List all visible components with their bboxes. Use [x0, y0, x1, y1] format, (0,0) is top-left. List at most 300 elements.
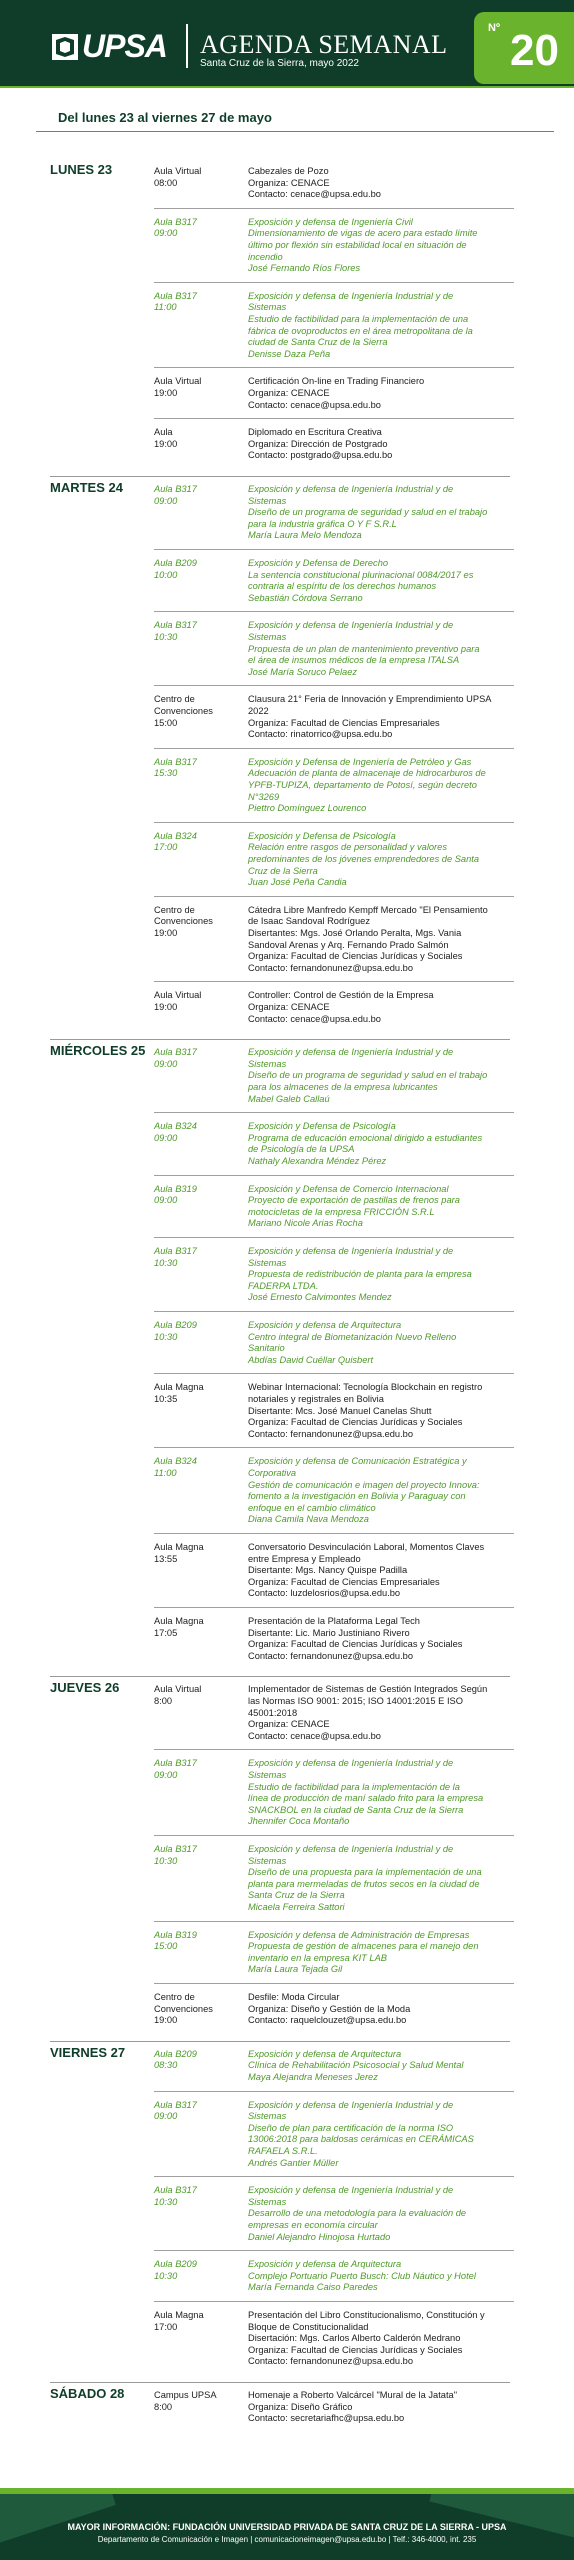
agenda-event	[154, 1184, 514, 1230]
agenda-event	[154, 694, 514, 740]
event-detail-line: Exposición y defensa de Ingeniería Industrial y de	[248, 1246, 454, 1256]
event-detail-line[interactable]: Contacto: cenace@upsa.edu.bo	[248, 1730, 381, 1741]
event-detail-line: Exposición y defensa de Ingeniería Industrial y de	[248, 484, 454, 494]
event-detail-line: Organiza: CENACE	[248, 1719, 330, 1730]
agenda-event	[154, 217, 514, 275]
event-detail-line: Estudio de factibilidad para la implementación de una	[248, 313, 469, 324]
event-details	[248, 558, 514, 604]
event-details	[248, 376, 514, 411]
event-location-time	[154, 2259, 246, 2282]
event-details	[248, 2310, 514, 2368]
event-location-line: 10:35	[154, 1393, 178, 1404]
event-divider	[154, 2091, 514, 2092]
event-details	[248, 1844, 514, 1914]
event-detail-line: de Psicología de la UPSA	[248, 1144, 355, 1155]
event-detail-line: entre Empresa y Empleado	[248, 1553, 361, 1564]
event-details	[248, 1047, 514, 1105]
event-detail-line: Exposición y defensa de Administración de Empresas	[248, 1929, 470, 1940]
event-detail-line: para la industria gráfica O Y F S.R.L	[248, 518, 397, 529]
event-detail-line: Gestión de comunicación e imagen del proyecto Innova:	[248, 1479, 480, 1490]
event-detail-line: Exposición y defensa de Ingeniería Industrial y de	[248, 620, 454, 631]
event-details	[248, 166, 514, 201]
day-heading: VIERNES 27	[50, 2044, 126, 2060]
event-details	[248, 620, 514, 678]
event-detail-line: contraria al espíritu de los derechos humanos	[248, 581, 437, 592]
event-detail-line: planta para mermeladas de frutos secos en la ciudad de	[248, 1878, 480, 1889]
event-detail-line: Nathaly Alexandra Méndez Pérez	[248, 1155, 387, 1166]
event-details	[248, 1456, 514, 1526]
agenda-event	[154, 1047, 514, 1105]
event-detail-line: Sistemas	[248, 495, 287, 506]
event-location-time	[154, 1382, 246, 1405]
agenda-event	[154, 1121, 514, 1167]
event-detail-line: RAFAELA S.R.L.	[248, 2145, 318, 2156]
event-detail-line: Exposición y defensa de Ingeniería Industrial y de	[248, 1758, 454, 1769]
date-range: Del lunes 23 al viernes 27 de mayo	[58, 110, 272, 125]
event-detail-line: Organiza: Facultad de Ciencias Jurídicas y Sociales	[248, 2344, 463, 2355]
event-details	[248, 217, 514, 275]
event-detail-line: Sistemas	[248, 1769, 287, 1780]
event-detail-line: Propuesta de redistribución de planta para la empresa	[248, 1269, 472, 1280]
event-location-line: 15:00	[154, 717, 178, 728]
event-detail-line: el área de insumos médicos de la empresa ITALSA	[248, 655, 460, 666]
event-location-line: Aula B317	[154, 1047, 197, 1058]
event-location-line: 09:00	[154, 1058, 178, 1069]
event-details	[248, 757, 514, 815]
event-detail-line: Presentación de la Plataforma Legal Tech	[248, 1616, 420, 1626]
event-detail-line: Disertantes: Mgs. José Orlando Peralta, Mgs. Vania	[248, 927, 462, 938]
event-detail-line: las Normas ISO 9001: 2015; ISO 14001:2015 E ISO	[248, 1695, 463, 1706]
header-accent-line	[0, 86, 574, 88]
event-location-time	[154, 1121, 246, 1144]
event-location-line: 09:00	[154, 228, 178, 239]
event-details	[248, 1992, 514, 2027]
event-detail-line: Exposición y defensa de Arquitectura	[248, 2048, 402, 2059]
event-detail-line: Certificación On-line en Trading Financiero	[248, 376, 425, 387]
agenda-event	[154, 2390, 514, 2425]
event-location-line: Aula Virtual	[154, 376, 202, 387]
event-detail-line: Exposición y defensa de Ingeniería Industrial y de	[248, 290, 454, 301]
agenda-event	[154, 1684, 514, 1742]
event-location-time	[154, 1542, 246, 1565]
event-detail-line: predominantes de los jóvenes emprendedores de Santa	[248, 853, 480, 864]
event-detail-line: José María Soruco Pelaez	[248, 666, 358, 677]
event-location-line: 08:00	[154, 177, 178, 188]
event-detail-line: Cátedra Libre Manfredo Kempff Mercado "El Pensamiento	[248, 904, 488, 915]
event-detail-line: Proyecto de exportación de pastillas de frenos para	[248, 1195, 460, 1206]
event-location-line: 19:00	[154, 387, 178, 398]
agenda-event	[154, 2310, 514, 2368]
event-divider	[154, 367, 514, 368]
event-location-line: 8:00	[154, 2401, 173, 2412]
event-divider	[154, 2301, 514, 2302]
agenda-event	[154, 1320, 514, 1366]
day-heading: MARTES 24	[50, 480, 123, 495]
event-divider	[154, 2250, 514, 2251]
event-detail-line: Organiza: Diseño Gráfico	[248, 2401, 353, 2412]
logo-text: UPSA	[82, 28, 167, 64]
event-detail-line[interactable]: Contacto: secretariafhc@upsa.edu.bo	[248, 2413, 405, 2424]
event-location-time	[154, 291, 246, 314]
event-detail-line: 45001:2018	[248, 1707, 298, 1718]
event-location-line: Aula B324	[154, 830, 197, 841]
event-detail-line[interactable]: Contacto: fernandonunez@upsa.edu.bo	[248, 962, 414, 973]
event-detail-line: inventario en la empresa KIT LAB	[248, 1952, 388, 1963]
event-location-line: 10:00	[154, 569, 178, 580]
event-details	[248, 2100, 514, 2170]
event-location-time	[154, 1758, 246, 1781]
agenda-event	[154, 1616, 514, 1662]
event-location-line: Aula B317	[154, 1246, 197, 1256]
event-details	[248, 831, 514, 889]
event-detail-line: Diana Camila Nava Mendoza	[248, 1514, 369, 1525]
event-detail-line: empresas en economía circular	[248, 2219, 378, 2230]
event-detail-line: Exposición y Defensa de Psicología	[248, 830, 396, 841]
day-heading: JUEVES 26	[50, 1680, 120, 1696]
event-detail-line: Centro integral de Biometanización Nuevo Relleno	[248, 1331, 457, 1342]
agenda-event	[154, 2100, 514, 2170]
event-detail-line[interactable]: Contacto: postgrado@upsa.edu.bo	[248, 450, 393, 461]
event-detail-line: Sistemas	[248, 1058, 287, 1069]
event-location-line: Aula B317	[154, 756, 197, 767]
event-detail-line: Disertante: Mgs. Nancy Quispe Padilla	[248, 1565, 408, 1576]
event-location-time	[154, 1930, 246, 1953]
event-location-time	[154, 2100, 246, 2123]
event-detail-line: Sanitario	[248, 1343, 285, 1354]
event-location-line: 08:30	[154, 2060, 178, 2071]
agenda-event	[154, 2259, 514, 2294]
event-location-line: 17:00	[154, 2321, 178, 2332]
event-detail-line: Exposición y defensa de Ingeniería Industrial y de	[248, 1844, 454, 1854]
agenda-event	[154, 427, 514, 462]
day-divider	[50, 1676, 510, 1677]
event-location-line: Aula B317	[154, 216, 197, 227]
event-location-line: Aula B317	[154, 290, 197, 301]
event-detail-line: incendio	[248, 251, 283, 262]
event-detail-line: Clausura 21° Feria de Innovación y Emprendimiento UPSA	[248, 694, 492, 705]
issue-number-badge	[474, 12, 574, 84]
event-detail-line: Exposición y defensa de Arquitectura	[248, 2259, 402, 2270]
agenda-event	[154, 2049, 514, 2084]
event-divider	[154, 2176, 514, 2177]
event-details	[248, 694, 514, 740]
event-location-time	[154, 1684, 246, 1707]
event-detail-line: Sistemas	[248, 302, 287, 313]
event-detail-line: Sistemas	[248, 1855, 287, 1866]
event-detail-line: FADERPA LTDA.	[248, 1280, 319, 1291]
day-divider	[50, 2382, 510, 2383]
event-detail-line: Diseño de una propuesta para la implementación de una	[248, 1867, 482, 1878]
event-details	[248, 1320, 514, 1366]
event-detail-line: Homenaje a Roberto Valcárcel "Mural de la Jatata"	[248, 2390, 457, 2400]
event-location-line: 10:30	[154, 2196, 178, 2207]
event-divider	[154, 822, 514, 823]
event-divider	[154, 1311, 514, 1312]
event-detail-line: Organiza: Facultad de Ciencias Empresariales	[248, 1576, 440, 1587]
event-divider	[154, 1835, 514, 1836]
event-details	[248, 1184, 514, 1230]
event-location-line: 09:00	[154, 2111, 178, 2122]
event-detail-line[interactable]: Contacto: fernandonunez@upsa.edu.bo	[248, 2356, 414, 2367]
agenda-event	[154, 1758, 514, 1828]
event-divider	[154, 1533, 514, 1534]
event-details	[248, 2259, 514, 2294]
event-detail-line: Daniel Alejandro Hinojosa Hurtado	[248, 2231, 391, 2242]
event-detail-line: Andrés Gantier Müller	[248, 2157, 339, 2168]
event-detail-line: Implementador de Sistemas de Gestión Integrados Según	[248, 1684, 488, 1695]
event-detail-line: N°3269	[248, 791, 280, 802]
event-detail-line: Organiza: Diseño y Gestión de la Moda	[248, 2003, 411, 2014]
event-location-time	[154, 2390, 246, 2413]
event-detail-line: Organiza: CENACE	[248, 177, 330, 188]
event-location-line: Convenciones	[154, 705, 213, 716]
event-detail-line: 13006:2018 para baldosas cerámicas en CERÁMICAS	[248, 2134, 474, 2145]
footer	[0, 2488, 574, 2560]
event-location-line: 09:00	[154, 495, 178, 506]
event-location-line: Aula Magna	[154, 1616, 204, 1626]
event-detail-line[interactable]: Contacto: cenace@upsa.edu.bo	[248, 399, 381, 410]
event-location-line: 19:00	[154, 438, 178, 449]
event-details	[248, 2049, 514, 2084]
event-detail-line: Bloque de Constitucionalidad	[248, 2321, 369, 2332]
event-detail-line[interactable]: Contacto: fernandonunez@upsa.edu.bo	[248, 1428, 414, 1439]
agenda-event	[154, 1992, 514, 2027]
event-location-line: 13:55	[154, 1553, 178, 1564]
footer-contact: Departamento de Comunicación e Imagen | comunicacioneimagen@upsa.edu.bo | Telf.: 346-4000, int. 235	[97, 2535, 477, 2544]
event-location-line: 19:00	[154, 927, 178, 938]
event-detail-line: Disertación: Mgs. Carlos Alberto Calderón Medrano	[248, 2333, 461, 2344]
event-location-time	[154, 376, 246, 399]
event-detail-line: Exposición y Defensa de Psicología	[248, 1121, 396, 1132]
event-location-time	[154, 217, 246, 240]
event-detail-line: motocicletas de la empresa FRICCIÓN S.R.L	[248, 1206, 435, 1217]
event-location-time	[154, 694, 246, 729]
event-location-line: 09:00	[154, 1132, 178, 1143]
event-location-line: 17:00	[154, 842, 178, 853]
event-detail-line: María Fernanda Caiso Paredes	[248, 2282, 378, 2293]
event-detail-line: Exposición y Defensa de Ingeniería de Petróleo y Gas	[248, 756, 472, 767]
event-detail-line: para los almacenes de la empresa lubricantes	[248, 1081, 438, 1092]
event-location-line: 10:30	[154, 1257, 178, 1268]
event-detail-line: Complejo Portuario Puerto Busch: Club Náutico y Hotel	[248, 2270, 476, 2281]
event-details	[248, 1121, 514, 1167]
event-detail-line: línea de producción de maní salado frito para la empresa	[248, 1793, 484, 1804]
event-details	[248, 1382, 514, 1440]
event-location-time	[154, 1616, 246, 1639]
event-location-line: 19:00	[154, 1001, 178, 1012]
event-detail-line: Cruz de la Sierra	[248, 865, 318, 876]
event-detail-line: Sistemas	[248, 2111, 287, 2122]
event-detail-line: SNACKBOL en la ciudad de Santa Cruz de la Sierra	[248, 1804, 464, 1815]
event-detail-line: Clínica de Rehabilitación Psicosocial y Salud Mental	[248, 2060, 464, 2071]
event-detail-line: Exposición y defensa de Ingeniería Industrial y de	[248, 2185, 454, 2196]
event-detail-line: Disertante: Lic. Mario Justiniano Rivero	[248, 1627, 410, 1638]
agenda-event	[154, 376, 514, 411]
event-location-time	[154, 757, 246, 780]
upsa-logo[interactable]	[52, 28, 167, 65]
event-detail-line: Exposición y defensa de Ingeniería Industrial y de	[248, 1047, 454, 1058]
event-divider	[154, 896, 514, 897]
event-detail-line[interactable]: Contacto: cenace@upsa.edu.bo	[248, 1013, 381, 1024]
agenda-event	[154, 1382, 514, 1440]
event-detail-line[interactable]: Contacto: rinatorrico@upsa.edu.bo	[248, 729, 393, 740]
event-detail-line: Organiza: Facultad de Ciencias Jurídicas y Sociales	[248, 951, 463, 962]
event-detail-line: Sistemas	[248, 2196, 287, 2207]
event-detail-line: de Isaac Sandoval Rodríguez	[248, 916, 370, 927]
event-location-line: 15:00	[154, 1941, 178, 1952]
event-location-line: Aula B317	[154, 1844, 197, 1854]
day-heading: LUNES 23	[50, 162, 113, 177]
event-location-line: Campus UPSA	[154, 2390, 217, 2400]
event-location-time	[154, 2310, 246, 2333]
event-location-line: Convenciones	[154, 2003, 213, 2014]
agenda-event	[154, 1844, 514, 1914]
event-divider	[154, 1447, 514, 1448]
event-detail-line: María Laura Melo Mendoza	[248, 530, 362, 541]
event-detail-line: Webinar Internacional: Tecnología Blockchain en registro	[248, 1382, 483, 1393]
event-divider	[154, 549, 514, 550]
event-detail-line: Presentación del Libro Constitucionalismo, Constitución y	[248, 2310, 485, 2320]
event-detail-line[interactable]: Contacto: cenace@upsa.edu.bo	[248, 189, 381, 200]
event-location-line: Aula Magna	[154, 1382, 204, 1393]
event-detail-line: Organiza: CENACE	[248, 387, 330, 398]
event-location-line: Aula B317	[154, 2185, 197, 2196]
event-detail-line: ciudad de Santa Cruz de la Sierra	[248, 337, 388, 348]
event-detail-line[interactable]: Contacto: fernandonunez@upsa.edu.bo	[248, 1650, 414, 1661]
event-details	[248, 484, 514, 542]
event-divider	[154, 1749, 514, 1750]
event-divider	[154, 1921, 514, 1922]
event-location-time	[154, 620, 246, 643]
event-detail-line: Relación entre rasgos de personalidad y valores	[248, 842, 447, 853]
event-details	[248, 1542, 514, 1600]
event-location-line: Aula Virtual	[154, 990, 202, 1001]
event-location-line: 09:00	[154, 1195, 178, 1206]
event-detail-line: Santa Cruz de la Sierra	[248, 1890, 345, 1901]
event-detail-line: María Laura Tejada Gil	[248, 1964, 343, 1975]
event-detail-line: Jhennifer Coca Montaño	[248, 1816, 350, 1827]
issue-number: 20	[510, 26, 559, 75]
event-divider	[154, 282, 514, 283]
event-detail-line: La sentencia constitucional plurinacional 0084/2017 es	[248, 569, 474, 580]
event-details	[248, 2390, 514, 2425]
event-location-line: 19:00	[154, 2015, 178, 2026]
event-divider	[154, 1175, 514, 1176]
agenda-event	[154, 757, 514, 815]
event-detail-line: Desfile: Moda Circular	[248, 1992, 340, 2002]
agenda-event	[154, 620, 514, 678]
event-location-line: 8:00	[154, 1695, 173, 1706]
footer-info: MAYOR INFORMACIÓN: FUNDACIÓN UNIVERSIDAD PRIVADA DE SANTA CRUZ DE LA SIERRA - UPSA	[67, 2522, 507, 2532]
event-location-line: Centro de	[154, 904, 195, 915]
event-detail-line: Diseño de un programa de seguridad y salud en el trabajo	[248, 1070, 488, 1081]
event-details	[248, 1684, 514, 1742]
event-detail-line: Piettro Domínguez Lourenco	[248, 803, 367, 814]
event-location-line: Aula B324	[154, 1456, 197, 1467]
event-location-line: Aula B317	[154, 1758, 197, 1769]
event-details	[248, 1246, 514, 1304]
upsa-emblem-icon	[52, 34, 78, 60]
event-detail-line: YPFB-TUPIZA, departamento de Potosí, según decreto	[248, 779, 477, 790]
event-divider	[154, 685, 514, 686]
event-location-line: Aula Virtual	[154, 1684, 202, 1695]
event-detail-line: Maya Alejandra Meneses Jerez	[248, 2071, 378, 2082]
event-detail-line: Mabel Galeb Callaú	[248, 1093, 330, 1104]
event-detail-line: Corporativa	[248, 1467, 297, 1478]
event-detail-line: fábrica de ovoproductos en el área metropolitana de la	[248, 325, 473, 336]
day-divider	[50, 476, 510, 477]
event-detail-line: Organiza: Facultad de Ciencias Empresariales	[248, 717, 440, 728]
event-location-line: 17:05	[154, 1627, 178, 1638]
event-detail-line: Exposición y defensa de Ingeniería Civil	[248, 216, 413, 227]
event-details	[248, 1758, 514, 1828]
event-detail-line[interactable]: Contacto: luzdelosrios@upsa.edu.bo	[248, 1588, 401, 1599]
event-location-time	[154, 1184, 246, 1207]
event-detail-line[interactable]: Contacto: raquelclouzet@upsa.edu.bo	[248, 2015, 407, 2026]
agenda-event	[154, 1930, 514, 1976]
event-detail-line: Organiza: Facultad de Ciencias Jurídicas y Sociales	[248, 1639, 463, 1650]
event-location-time	[154, 1992, 246, 2027]
event-location-line: 11:00	[154, 1467, 177, 1478]
event-divider	[154, 1112, 514, 1113]
event-detail-line: fomento a la investigación en Bolivia y Paraguay con	[248, 1491, 466, 1502]
event-detail-line: Estudio de factibilidad para la implementación de la	[248, 1781, 460, 1792]
event-detail-line: Cabezales de Pozo	[248, 166, 329, 176]
event-location-time	[154, 990, 246, 1013]
event-location-line: Aula B209	[154, 2259, 197, 2270]
event-location-line: Convenciones	[154, 916, 213, 927]
event-location-time	[154, 905, 246, 940]
event-detail-line: Disertante: Mcs. José Manuel Canelas Shutt	[248, 1405, 432, 1416]
event-detail-line: Micaela Ferreira Sattori	[248, 1901, 345, 1912]
event-detail-line: Mariano Nicole Arias Rocha	[248, 1218, 363, 1229]
event-location-line: 10:30	[154, 1331, 178, 1342]
event-details	[248, 990, 514, 1025]
event-divider	[154, 1237, 514, 1238]
event-location-line: Aula B324	[154, 1121, 197, 1132]
event-detail-line: Exposición y defensa de Ingeniería Industrial y de	[248, 2099, 454, 2110]
event-location-line: Aula B317	[154, 620, 197, 631]
event-location-line: Aula B209	[154, 2048, 197, 2059]
event-detail-line: 2022	[248, 705, 269, 716]
agenda-event	[154, 1246, 514, 1304]
header-divider	[186, 24, 188, 68]
day-heading: MIÉRCOLES 25	[50, 1043, 146, 1059]
event-detail-line: Programa de educación emocional dirigido a estudiantes	[248, 1132, 483, 1143]
event-detail-line: Exposición y Defensa de Derecho	[248, 558, 389, 568]
agenda-event	[154, 291, 514, 361]
event-location-time	[154, 484, 246, 507]
agenda-event	[154, 484, 514, 542]
event-detail-line: Organiza: CENACE	[248, 1001, 330, 1012]
event-detail-line: Diseño de plan para certificación de la norma ISO	[248, 2122, 454, 2133]
event-location-line: Aula B319	[154, 1183, 197, 1194]
event-detail-line: Dimensionamiento de vigas de acero para estado límite	[248, 228, 478, 239]
event-details	[248, 1616, 514, 1662]
event-details	[248, 427, 514, 462]
event-location-time	[154, 1844, 246, 1867]
event-detail-line: Sandoval Arenas y Arq. Fernando Prado Salmón	[248, 939, 449, 950]
event-location-line: Aula Virtual	[154, 166, 202, 176]
event-detail-line: Desarrollo de una metodología para la evaluación de	[248, 2208, 467, 2219]
day-divider	[50, 2041, 510, 2042]
event-location-time	[154, 831, 246, 854]
event-location-time	[154, 2049, 246, 2072]
event-location-time	[154, 1320, 246, 1343]
issue-number-label: Nº	[488, 22, 500, 34]
agenda-event	[154, 558, 514, 604]
event-detail-line: José Fernando Ríos Flores	[248, 263, 361, 274]
